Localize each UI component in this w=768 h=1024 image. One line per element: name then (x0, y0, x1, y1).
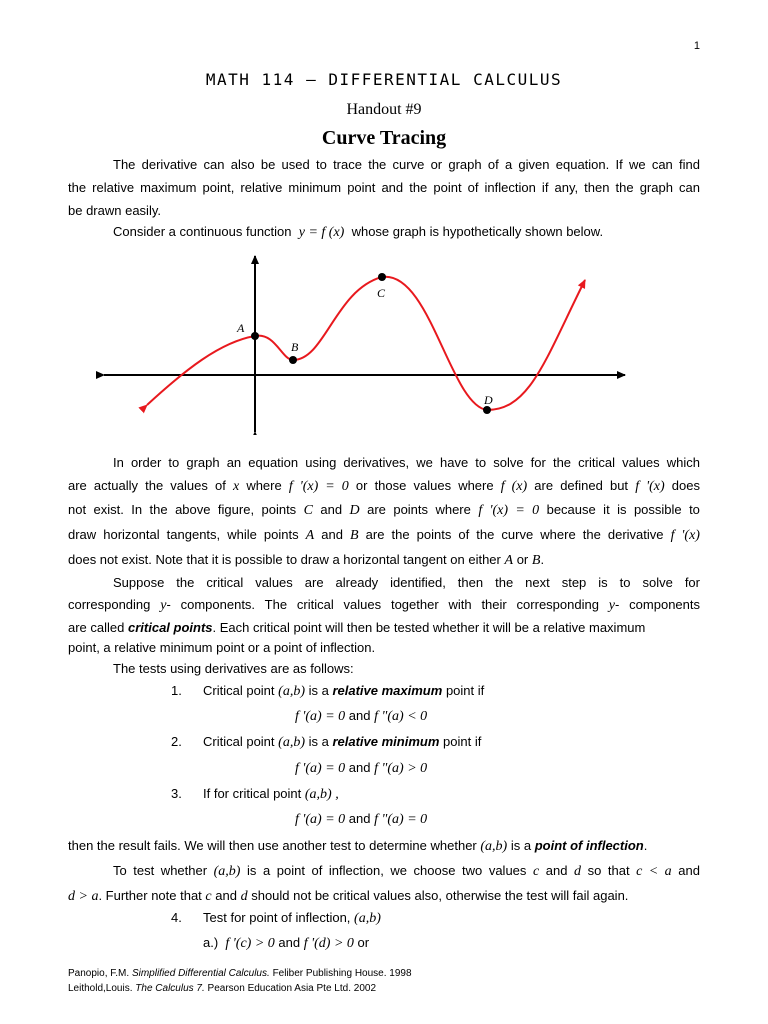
intro-line-1: The derivative can also be used to trace the curve or graph of a given equation. If we can find (113, 157, 700, 172)
test-2-number: 2. (171, 734, 182, 749)
math: (a,b) (213, 864, 241, 879)
math: f '(x) = 0 (478, 503, 540, 518)
emphasis: critical points (128, 620, 213, 635)
math: B (531, 553, 541, 568)
page-number: 1 (693, 40, 700, 52)
test-1-text (203, 683, 484, 700)
p2-line-4 (68, 525, 700, 545)
label-a: A (237, 321, 245, 335)
test-3-condition (295, 811, 427, 828)
text: Panopio, F.M. (68, 968, 130, 979)
point-d (483, 406, 491, 414)
emphasis: relative minimum (332, 734, 440, 749)
math: f '(x) = 0 (288, 479, 349, 494)
text: so that (587, 863, 630, 878)
text: point if (443, 734, 482, 749)
text: Feliber Publishing House. 1998 (272, 968, 412, 979)
math: f "(a) = 0 (374, 812, 428, 827)
math: c < a (636, 864, 672, 879)
intro-line-2: the relative maximum point, relative minimum point and the point of inflection if any, then the graph can (68, 180, 700, 195)
course-title: MATH 114 – DIFFERENTIAL CALCULUS (205, 70, 563, 89)
text: To test whether (113, 863, 208, 878)
test-1-number: 1. (171, 683, 182, 698)
text: - components (615, 597, 700, 612)
text: then the result fails. We will then use another test to determine whether (68, 838, 477, 853)
test-4a-condition (203, 935, 369, 952)
math: f '(a) = 0 (295, 812, 346, 827)
text: or (357, 935, 370, 950)
point-b (289, 356, 297, 364)
text: is a (510, 838, 532, 853)
math: A (305, 528, 315, 543)
test-1-condition (295, 708, 427, 725)
text: Test for point of inflection, (203, 910, 351, 925)
text: - components. The critical values together with their corresponding (166, 597, 599, 612)
p3-line-2 (68, 595, 700, 615)
math: d (240, 889, 248, 904)
emphasis: relative maximum (332, 683, 443, 698)
text: or (516, 552, 529, 567)
math: d (574, 864, 582, 879)
p3-line-3 (68, 618, 700, 637)
math: d > a (68, 889, 99, 904)
p3-line-5: The tests using derivatives are as follows: (113, 661, 354, 676)
text: . Each critical point will then be tested whether it will be a relative maximum (212, 620, 646, 635)
point-a (251, 332, 259, 340)
text: draw horizontal tangents, while points (68, 527, 299, 542)
p2-line-2 (68, 476, 700, 496)
p3-line-1: Suppose the critical values are already identified, then the next step is to solve for (113, 575, 700, 590)
math: (a,b) , (304, 787, 339, 802)
text: is a (308, 734, 329, 749)
math: f '(x) (635, 479, 665, 494)
text: Critical point (203, 683, 275, 698)
text: and (348, 811, 371, 826)
p4-line-3 (68, 886, 700, 906)
math: (a,b) (278, 735, 305, 750)
text: are defined but (534, 478, 629, 493)
text: corresponding (68, 597, 151, 612)
math: A (504, 553, 514, 568)
text: does (671, 478, 700, 493)
math: f '(x) (670, 528, 700, 543)
test-3-number: 3. (171, 786, 182, 801)
text: not exist. In the above figure, points (68, 502, 297, 517)
label-c: C (377, 286, 386, 300)
text: is a (308, 683, 329, 698)
p4-line-2 (113, 861, 700, 881)
math: f "(a) < 0 (374, 709, 428, 724)
text: because it is possible to (546, 502, 700, 517)
math: f '(c) > 0 (225, 936, 275, 951)
label-d: D (484, 393, 493, 407)
math: f '(a) = 0 (295, 709, 346, 724)
math: D (349, 503, 360, 518)
p4-line-1 (68, 836, 700, 856)
math: (a,b) (480, 839, 508, 854)
text: and (215, 888, 237, 903)
p2-line-3 (68, 500, 700, 520)
intro-line-4 (113, 222, 745, 242)
text: and (678, 863, 700, 878)
function-curve (147, 277, 585, 410)
math: (a,b) (278, 684, 305, 699)
math: (a,b) (354, 911, 381, 926)
text: a.) (203, 935, 219, 950)
emphasis: point of inflection (534, 838, 644, 853)
p2-line-5 (68, 550, 700, 570)
curve-figure (90, 250, 630, 435)
text: . Further note that (98, 888, 202, 903)
text: are called (68, 620, 125, 635)
text: are the points of the curve where the derivative (365, 527, 664, 542)
text: point if (445, 683, 485, 698)
test-3-text (203, 786, 339, 803)
text: are actually the values of (68, 478, 226, 493)
text: Critical point (203, 734, 275, 749)
reference-2 (68, 983, 376, 994)
test-4-text (203, 910, 381, 927)
math: c (205, 889, 212, 904)
math: B (350, 528, 359, 543)
intro-text: whose graph is hypothetically shown below. (351, 224, 604, 239)
test-2-text (203, 734, 481, 751)
text: and (320, 502, 343, 517)
reference-1 (68, 968, 412, 979)
text: and (545, 863, 568, 878)
test-2-condition (295, 760, 427, 777)
text: is a point of inflection, we choose two values (247, 863, 527, 878)
text: . (643, 838, 648, 853)
intro-line-3: be drawn easily. (68, 203, 161, 218)
p3-line-4: point, a relative minimum point or a point of inflection. (68, 640, 376, 655)
function-expression: y = f (x) (298, 225, 345, 240)
text: and (348, 708, 371, 723)
math: y (160, 598, 167, 613)
p2-line-1: In order to graph an equation using derivatives, we have to solve for the critical values which (113, 455, 700, 470)
book-title: Simplified Differential Calculus. (131, 968, 270, 979)
text: If for critical point (203, 786, 302, 801)
math: C (303, 503, 313, 518)
math: c (532, 864, 540, 879)
math: y (608, 598, 616, 613)
point-c (378, 273, 386, 281)
label-b: B (291, 340, 299, 354)
math: f "(a) > 0 (374, 761, 428, 776)
text: Leithold,Louis. (68, 983, 133, 994)
math: f (x) (500, 479, 528, 494)
math: x (232, 479, 240, 494)
text: and (278, 935, 301, 950)
math: f '(a) = 0 (295, 761, 346, 776)
text: should not be critical values also, otherwise the test will fail again. (251, 888, 629, 903)
test-4-number: 4. (171, 910, 182, 925)
text: Pearson Education Asia Pte Ltd. 2002 (207, 983, 376, 994)
text: does not exist. Note that it is possible to draw a horizontal tangent on either (68, 552, 501, 567)
text: are points where (367, 502, 471, 517)
intro-text: Consider a continuous function (113, 224, 292, 239)
book-title: The Calculus 7. (135, 983, 205, 994)
page-title: Curve Tracing (321, 127, 447, 149)
text: and (321, 527, 343, 542)
text: where (246, 478, 282, 493)
text: . (540, 552, 545, 567)
text: and (348, 760, 371, 775)
text: or those values where (355, 478, 494, 493)
math: f '(d) > 0 (303, 936, 354, 951)
handout-number: Handout #9 (346, 101, 422, 118)
